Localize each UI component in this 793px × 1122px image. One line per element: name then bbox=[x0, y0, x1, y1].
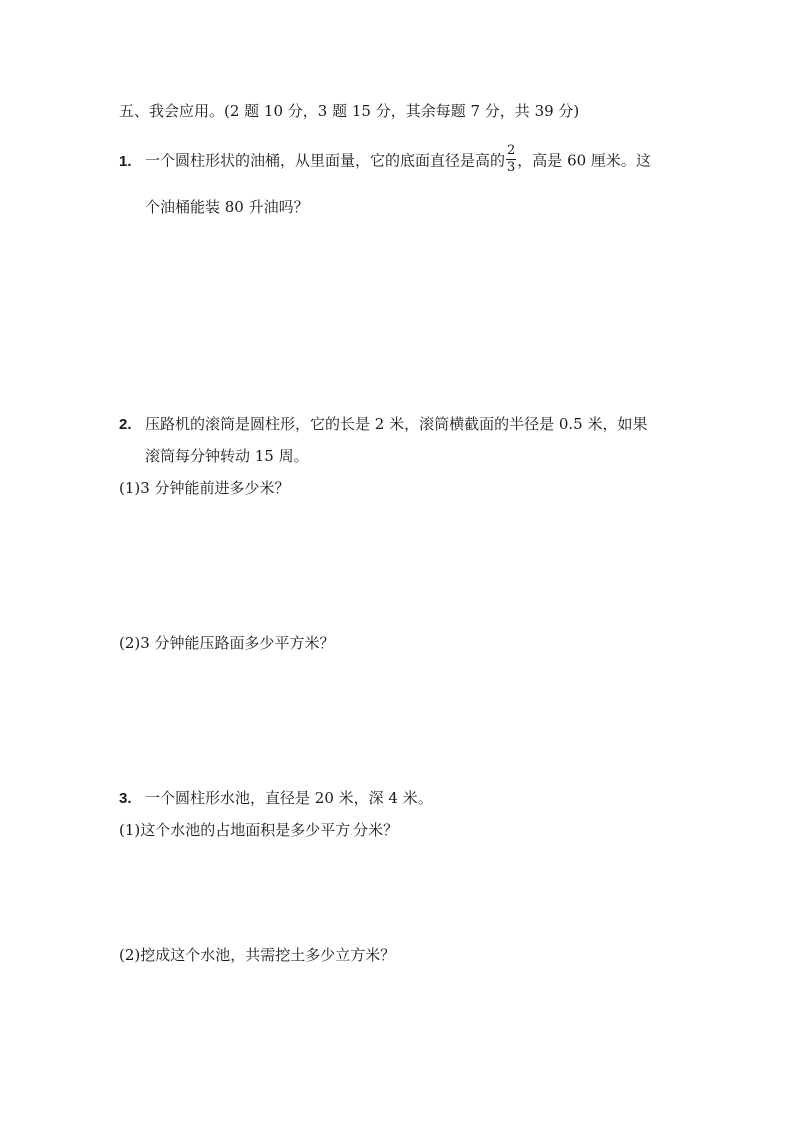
question-2-line-1 bbox=[119, 414, 647, 435]
fraction-denominator: 3 bbox=[507, 160, 516, 175]
question-3-line-1 bbox=[119, 788, 433, 809]
question-text: 一个圆柱形状的油桶，从里面量，它的底面直径是高的 bbox=[145, 151, 506, 170]
question-2-subquestion-2: (2)3 分钟能压路面多少平方米？ bbox=[119, 634, 335, 652]
subquestion-text: (1)这个水池的占地面积是多少平方 bbox=[119, 821, 351, 839]
question-text: 一个圆柱形水池，直径是 20 米，深 4 米。 bbox=[145, 789, 433, 807]
subquestion-text: 分米？ bbox=[353, 821, 399, 839]
question-3-subquestion-1 bbox=[119, 820, 398, 843]
question-number: 1. bbox=[119, 152, 132, 170]
question-3-subquestion-2: (2)挖成这个水池，共需挖土多少立方米？ bbox=[119, 946, 396, 964]
question-number: 3. bbox=[119, 790, 132, 807]
question-1-line-1 bbox=[119, 143, 651, 177]
question-text: ，高是 60 厘米。这 bbox=[517, 151, 651, 170]
question-2-subquestion-1: (1)3 分钟能前进多少米？ bbox=[119, 479, 290, 497]
fraction bbox=[506, 144, 516, 175]
section-heading: 五、我会应用。(2 题 10 分，3 题 15 分，其余每题 7 分，共 39 分) bbox=[119, 102, 580, 120]
question-2-line-2: 滚筒每分钟转动 15 周。 bbox=[145, 447, 309, 465]
fraction-numerator: 2 bbox=[507, 143, 516, 158]
stray-mark: . bbox=[350, 828, 354, 838]
question-number: 2. bbox=[119, 416, 132, 433]
question-1-line-2: 个油桶能装 80 升油吗？ bbox=[145, 198, 309, 216]
question-text: 压路机的滚筒是圆柱形，它的长是 2 米，滚筒横截面的半径是 0.5 米，如果 bbox=[145, 415, 648, 433]
